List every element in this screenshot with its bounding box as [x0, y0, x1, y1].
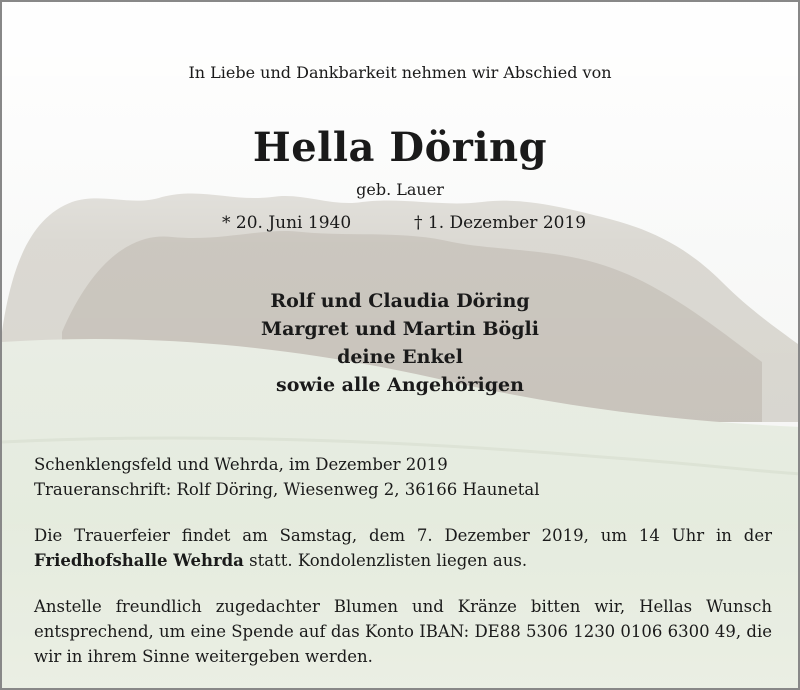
mourner-line: Rolf und Claudia Döring: [270, 290, 530, 312]
mourner-line: Margret und Martin Bögli: [261, 318, 539, 340]
mourning-address: Traueranschrift: Rolf Döring, Wiesenweg 2, 36166 Haunetal: [34, 480, 540, 499]
place-date: Schenklengsfeld und Wehrda, im Dezember 2019: [34, 455, 448, 474]
birth-date: * 20. Juni 1940: [222, 213, 352, 233]
death-date: † 1. Dezember 2019: [414, 213, 587, 233]
funeral-location: Friedhofshalle Wehrda: [34, 551, 244, 570]
mourner-line: sowie alle Angehörigen: [276, 374, 524, 396]
donation-info: Anstelle freundlich zugedachter Blumen und Kränze bitten wir, Hellas Wunsch entsprechend, um eine Spende auf das Konto IBAN: DE88 5306 1230 0106 6300 49, die wir in ihrem Sinne weitergeben werden.: [34, 597, 772, 666]
funeral-info: [34, 523, 772, 573]
deceased-name: Hella Döring: [252, 124, 548, 171]
mourner-line: deine Enkel: [337, 346, 463, 368]
funeral-text-before: Die Trauerfeier findet am Samstag, dem 7. Dezember 2019, um 14 Uhr in der: [34, 526, 772, 545]
intro-line: In Liebe und Dankbarkeit nehmen wir Abschied von: [188, 63, 612, 82]
place-and-address: [34, 452, 772, 502]
birth-name: geb. Lauer: [356, 180, 444, 199]
mourners-list: [2, 287, 798, 399]
funeral-text-after: statt. Kondolenzlisten liegen aus.: [243, 551, 528, 570]
